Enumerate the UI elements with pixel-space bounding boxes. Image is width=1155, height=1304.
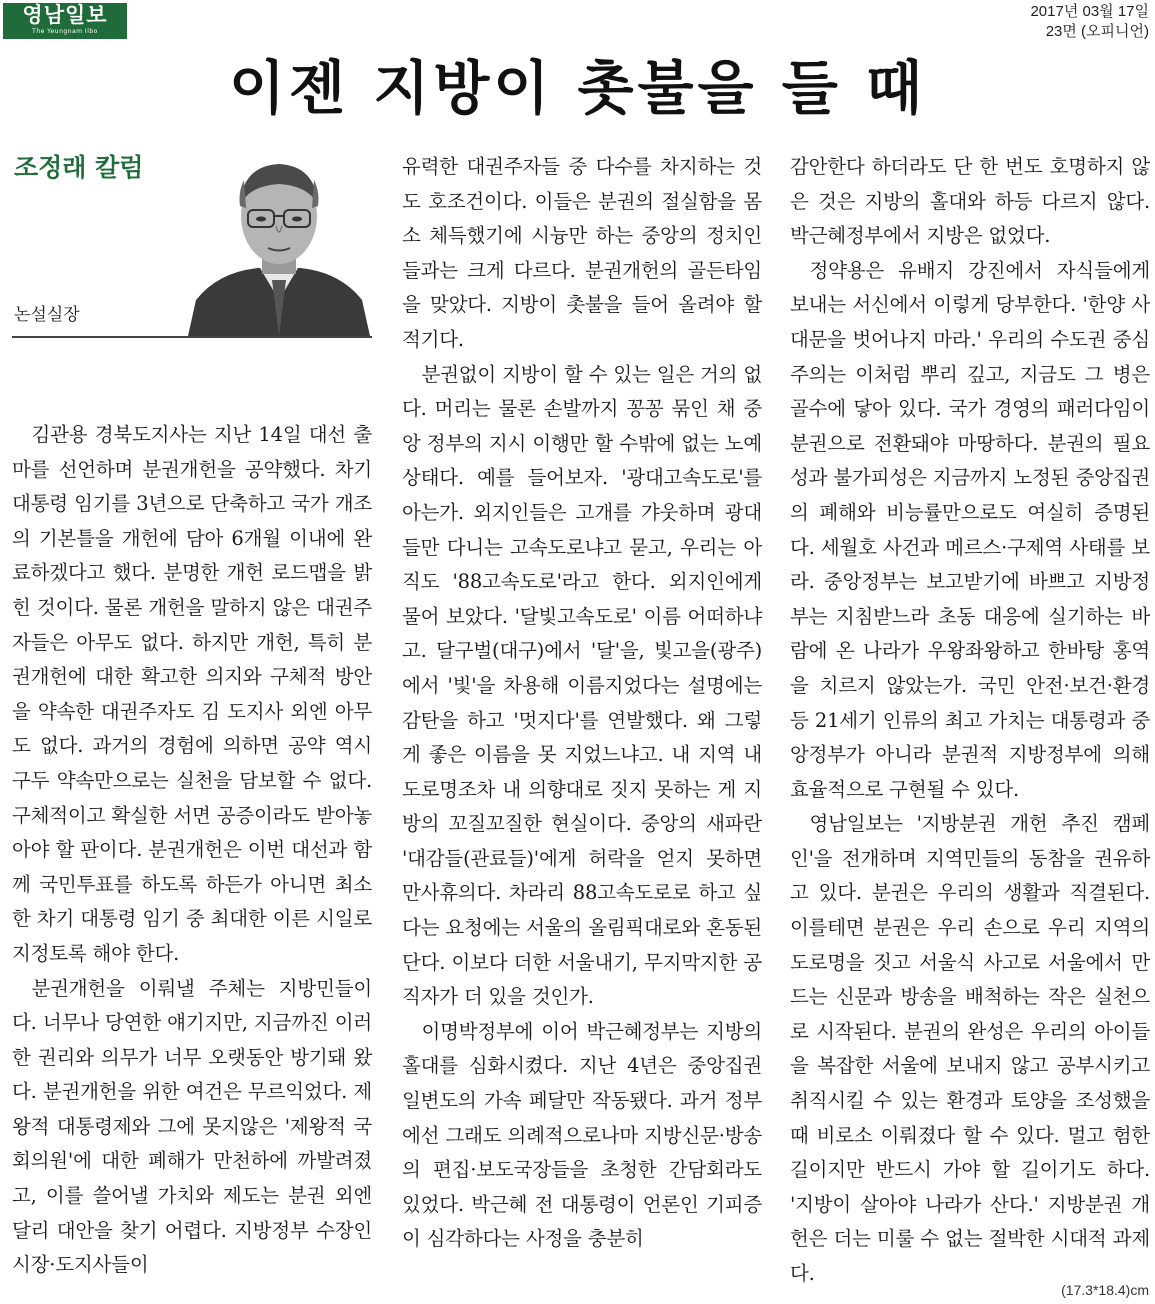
paragraph: 유력한 대권주자들 중 다수를 차지하는 것도 호조건이다. 이들은 분권의 절실함을 몸소 체득했기에 시늉만 하는 중앙의 정치인들과는 크게 다르다. 분권개헌의 골든타임을 맞았다. 지방이 촛불을 들어 올려야 할 적기다. <box>402 155 762 351</box>
paragraph: 감안한다 하더라도 단 한 번도 호명하지 않은 것은 지방의 홀대와 하등 다르지 않다. 박근혜정부에서 지방은 없었다. <box>790 155 1150 248</box>
article-column-2 <box>402 150 762 1257</box>
paragraph: 영남일보는 '지방분권 개헌 추진 캠페인'을 전개하며 지역민들의 동참을 권유하고 있다. 분권은 우리의 생활과 직결된다. 이를테면 분권은 우리 손으로 우리 지역의 도로명을 짓고 서울식 사고로 서울에서 만드는 신문과 방송을 배척하는 작은 실천으로 시작된다. 분권의 완성은 우리의 아이들을 복잡한 서울에 보내지 않고 공부시키고 취직시킬 수 있는 환경과 토양을 조성했을 때 비로소 이뤄졌다 할 수 있다. 멀고 험한 길이지만 반드시 가야 할 길이기도 하다. '지방이 살아야 나라가 산다.' 지방분권 개헌은 더는 미룰 수 없는 절박한 시대적 과제다. <box>790 812 1150 1285</box>
publication-date: 2017년 03월 17일 <box>1030 3 1149 20</box>
article-size-note: (17.3*18.4)cm <box>1061 1282 1149 1298</box>
paragraph: 이명박정부에 이어 박근혜정부는 지방의 홀대를 심화시켰다. 지난 4년은 중앙집권 일변도의 가속 페달만 작동됐다. 과거 정부에선 그래도 의례적으로나마 지방신문·방송의 편집·보도국장들을 초청한 간담회라도 있었다. 박근혜 전 대통령이 언론인 기피증이 심각하다는 사정을 충분히 <box>402 1019 762 1251</box>
article-column-1 <box>12 418 372 1283</box>
page-section: 23면 (오피니언) <box>1045 23 1149 40</box>
header-divider <box>12 336 372 338</box>
article-column-3 <box>790 150 1150 1292</box>
author-portrait <box>188 150 370 336</box>
paragraph: 분권개헌을 이뤄낼 주체는 지방민들이다. 너무나 당연한 얘기지만, 지금까진 이러한 권리와 의무가 너무 오랫동안 방기돼 왔다. 분권개헌을 위한 여건은 무르익었다. 제왕적 대통령제와 그에 못지않은 '제왕적 국회의원'에 대한 폐해가 만천하에 까발려졌고, 이를 쓸어낼 가치와 제도는 분권 외엔 달리 대안을 찾기 어렵다. 지방정부 수장인 시장·도지사들이 <box>12 976 372 1277</box>
author-title: 논설실장 <box>14 305 80 325</box>
publication-meta <box>1030 2 1149 42</box>
paragraph: 김관용 경북도지사는 지난 14일 대선 출마를 선언하며 분권개헌을 공약했다. 차기 대통령 임기를 3년으로 단축하고 국가 개조의 기본틀을 개헌에 담아 6개월 이내에 완료하겠다고 했다. 분명한 개헌 로드맵을 밝힌 것이다. 물론 개헌을 말하지 않은 대권주자들은 아무도 없다. 하지만 개헌, 특히 분권개헌에 대한 확고한 의지와 구체적 방안을 약속한 대권주자도 김 도지사 외엔 아무도 없다. 과거의 경험에 의하면 공약 역시 구두 약속만으로는 실천을 담보할 수 없다. 구체적이고 확실한 서면 공증이라도 받아놓아야 할 판이다. 분권개헌은 이번 대선과 함께 국민투표를 하도록 하든가 아니면 최소한 차기 대통령 임기 중 최대한 이른 시일로 지정토록 해야 한다. <box>12 423 372 965</box>
newspaper-logo <box>3 3 127 39</box>
paragraph: 분권없이 지방이 할 수 있는 일은 거의 없다. 머리는 물론 손발까지 꽁꽁 묶인 채 중앙 정부의 지시 이행만 할 수밖에 없는 노예상태다. 예를 들어보자. '광대고속도로'를 아는가. 외지인들은 고개를 갸웃하며 광대들만 다니는 고속도로냐고 묻고, 우리는 아직도 '88고속도로'라고 한다. 외지인에게 물어 보았다. '달빛고속도로' 이름 어떠하냐고. 달구벌(대구)에서 '달'을, 빛고을(광주)에서 '빛'을 차용해 이름지었다는 설명에는 감탄을 하고 '멋지다'를 연발했다. 왜 그렇게 좋은 이름을 못 지었느냐고. 내 지역 내 도로명조차 내 의향대로 짓지 못하는 게 지방의 꼬질꼬질한 현실이다. 중앙의 새파란 '대감들(관료들)'에게 허락을 얻지 못하면 만사휴의다. 차라리 88고속도로로 하고 싶다는 요청에는 서울의 올림픽대로와 혼동된단다. 이보다 더한 서울내기, 무지막지한 공직자가 더 있을 것인가. <box>402 362 762 1009</box>
paragraph: 정약용은 유배지 강진에서 자식들에게 보내는 서신에서 이렇게 당부한다. '한양 사대문을 벗어나지 마라.' 우리의 수도권 중심주의는 이처럼 뿌리 깊고, 지금도 그 병은 골수에 닿아 있다. 국가 경영의 패러다임이 분권으로 전환돼야 마땅하다. 분권의 필요성과 불가피성은 지금까지 노정된 중앙집권의 폐해와 비능률만으로도 여실히 증명된다. 세월호 사건과 메르스·구제역 사태를 보라. 중앙정부는 보고받기에 바쁘고 지방정부는 지침받느라 초동 대응에 실기하는 바람에 온 나라가 우왕좌왕하고 한바탕 홍역을 치르지 않았는가. 국민 안전·보건·환경 등 21세기 인류의 최고 가치는 대통령과 중앙정부가 아니라 분권적 지방정부에 의해 효율적으로 구현될 수 있다. <box>790 258 1150 801</box>
article-headline: 이젠 지방이 촛불을 들 때 <box>228 54 927 122</box>
logo-subtext: The Yeungnam Ilbo <box>32 28 98 35</box>
column-name: 조정래 칼럼 <box>14 153 144 182</box>
logo-text: 영남일보 <box>22 3 108 27</box>
